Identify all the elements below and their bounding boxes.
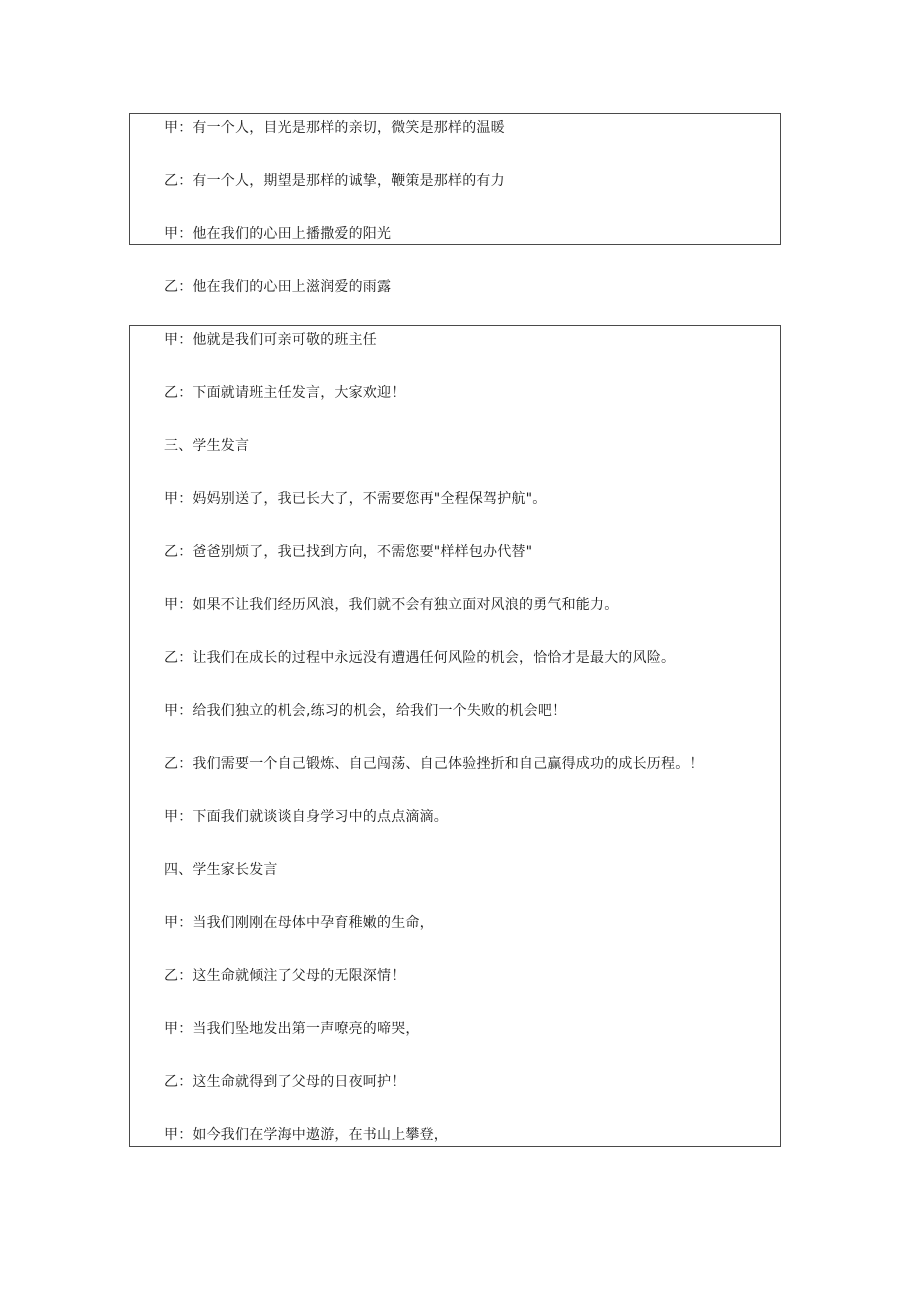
dialogue-line: 甲：如果不让我们经历风浪，我们就不会有独立面对风浪的勇气和能力。 bbox=[164, 597, 619, 613]
section-heading: 四、学生家长发言 bbox=[164, 862, 278, 878]
dialogue-line: 甲：妈妈别送了，我已长大了，不需要您再"全程保驾护航"。 bbox=[164, 491, 547, 507]
dialogue-line: 乙：我们需要一个自己锻炼、自己闯荡、自己体验挫折和自己赢得成功的成长历程。！ bbox=[164, 756, 704, 772]
dialogue-line: 乙：让我们在成长的过程中永远没有遭遇任何风险的机会，恰恰才是最大的风险。 bbox=[164, 650, 676, 666]
dialogue-line: 乙：他在我们的心田上滋润爱的雨露 bbox=[164, 279, 392, 295]
dialogue-line: 甲：他就是我们可亲可敬的班主任 bbox=[164, 332, 377, 348]
dialogue-line: 甲：如今我们在学海中遨游，在书山上攀登， bbox=[164, 1127, 448, 1143]
dialogue-line: 甲：当我们坠地发出第一声嘹亮的啼哭， bbox=[164, 1021, 420, 1037]
dialogue-line: 乙：有一个人，期望是那样的诚挚，鞭策是那样的有力 bbox=[164, 173, 505, 189]
dialogue-line: 乙：这生命就倾注了父母的无限深情！ bbox=[164, 968, 406, 984]
dialogue-line: 甲：给我们独立的机会,练习的机会，给我们一个失败的机会吧！ bbox=[164, 703, 567, 719]
dialogue-line: 乙：这生命就得到了父母的日夜呵护！ bbox=[164, 1074, 406, 1090]
dialogue-line: 甲：下面我们就谈谈自身学习中的点点滴滴。 bbox=[164, 809, 448, 825]
dialogue-line: 甲：当我们刚刚在母体中孕育稚嫩的生命， bbox=[164, 915, 434, 931]
dialogue-line: 乙：下面就请班主任发言，大家欢迎！ bbox=[164, 385, 406, 401]
dialogue-line: 乙：爸爸别烦了，我已找到方向，不需您要"样样包办代替" bbox=[164, 544, 533, 560]
section-heading: 三、学生发言 bbox=[164, 438, 250, 454]
dialogue-line: 甲：有一个人，目光是那样的亲切，微笑是那样的温暖 bbox=[164, 120, 505, 136]
dialogue-line: 甲：他在我们的心田上播撒爱的阳光 bbox=[164, 226, 392, 242]
